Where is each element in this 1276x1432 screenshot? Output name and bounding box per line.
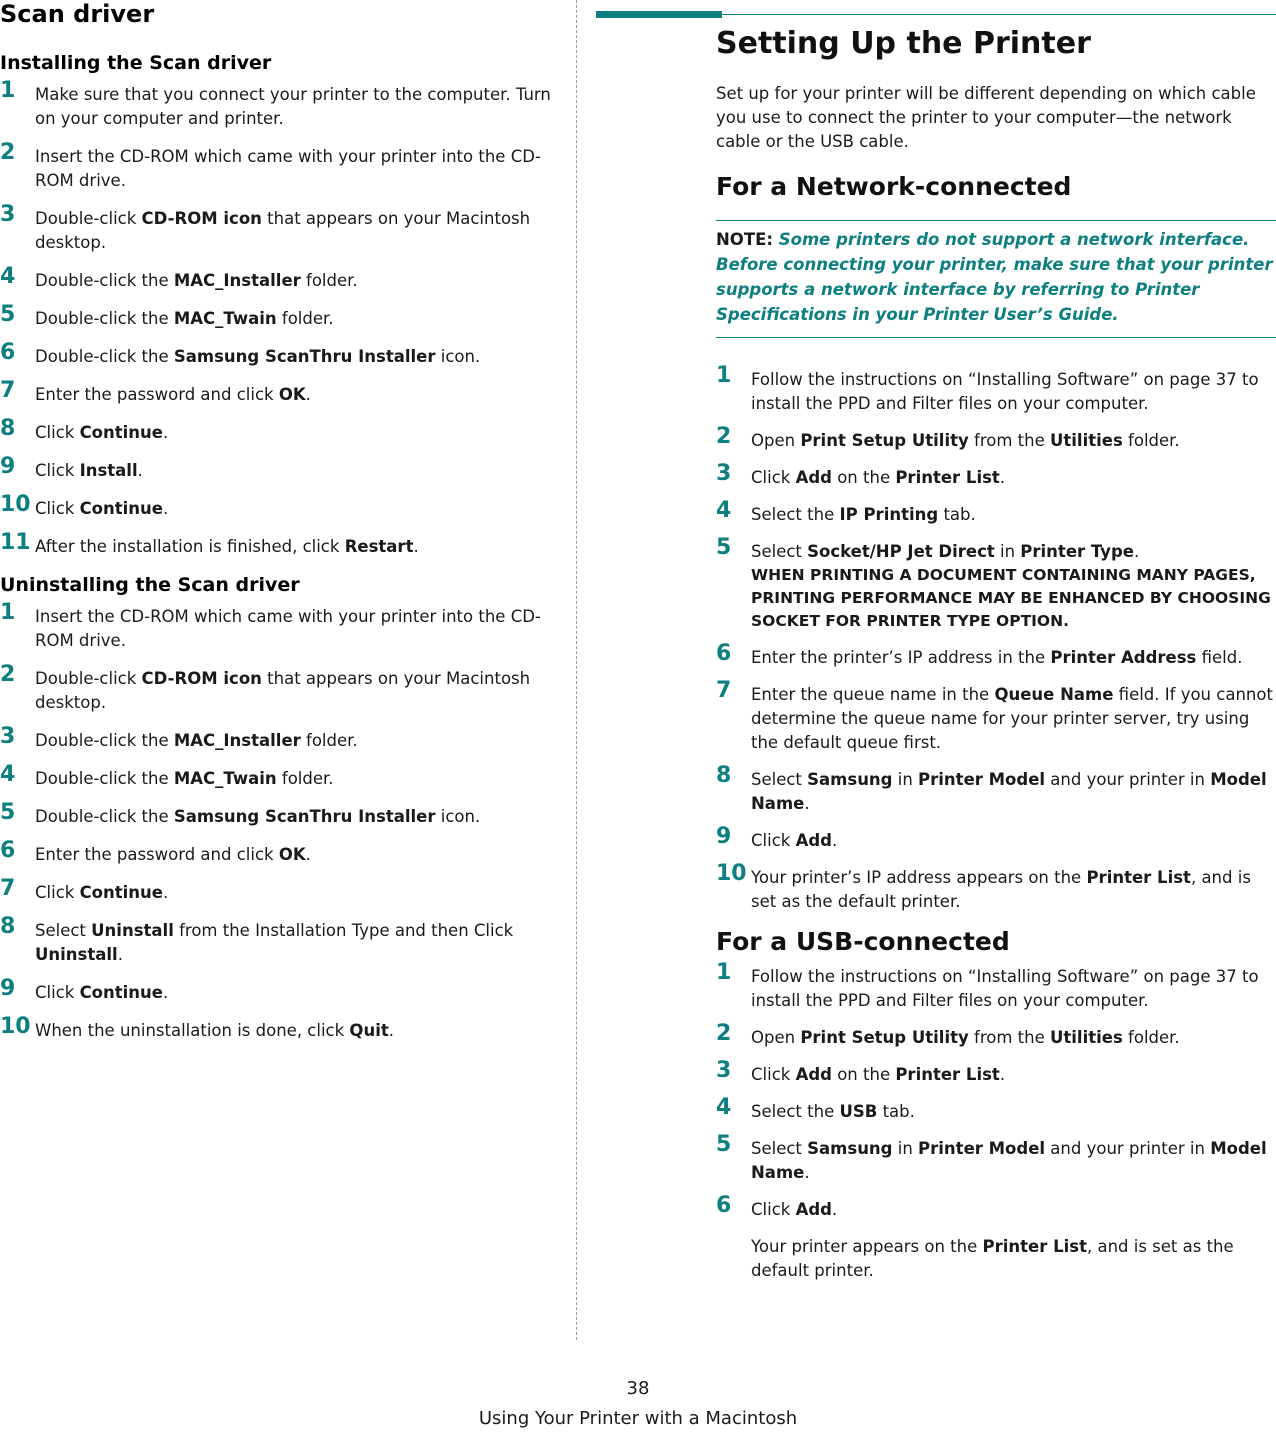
step-text: Enter the printer’s IP address in the Printer Address field. [751, 648, 1243, 667]
bold-term: IP Printing [839, 505, 939, 524]
step-text: After the installation is finished, click Restart. [35, 537, 419, 556]
bold-term: Continue [79, 983, 163, 1002]
step-item [716, 763, 1276, 816]
heading-network-connected: For a Network-connected [716, 172, 1072, 201]
step-item [716, 861, 1276, 914]
bold-term: Samsung [807, 770, 893, 789]
step-item [716, 1058, 1276, 1087]
step-text: Double-click the MAC_Installer folder. [35, 731, 358, 750]
step-number: 7 [0, 378, 16, 403]
step-number: 7 [0, 876, 16, 901]
setup-section [716, 26, 1276, 1283]
step-number: 5 [716, 535, 732, 560]
bold-term: CD-ROM icon [141, 669, 262, 688]
step-item [716, 363, 1276, 416]
step-item [0, 876, 560, 905]
step-text: Select the IP Printing tab. [751, 505, 976, 524]
bold-term: OK [278, 845, 306, 864]
step-item [0, 724, 560, 753]
step-text: Double-click CD-ROM icon that appears on your Macintosh desktop. [35, 209, 531, 252]
bold-term: MAC_Twain [173, 309, 277, 328]
step-number: 2 [0, 140, 16, 165]
footer-caption: Using Your Printer with a Macintosh [478, 1408, 798, 1429]
bold-term: Continue [79, 883, 163, 902]
step-text: Select Uninstall from the Installation Type and then Click Uninstall. [35, 921, 514, 964]
note-text: Some printers do not support a network interface. Before connecting your printer, make sure that your printer supports a network interface by referring to Printer Specifications in your Printer User’s Guide. [716, 230, 1273, 324]
step-number: 6 [0, 838, 16, 863]
step-item [0, 416, 560, 445]
step-item [716, 824, 1276, 853]
step-text: Insert the CD-ROM which came with your printer into the CD-ROM drive. [35, 607, 541, 650]
bold-term: Add [795, 1065, 832, 1084]
step-item [0, 800, 560, 829]
section-accent-rule [722, 14, 1276, 15]
step-item [716, 424, 1276, 453]
step-item [716, 1132, 1276, 1185]
step-item [0, 454, 560, 483]
page-number: 38 [626, 1378, 650, 1399]
install-steps-list [0, 78, 560, 559]
bold-term: MAC_Installer [173, 271, 301, 290]
heading-uninstalling-scan-driver: Uninstalling the Scan driver [0, 574, 300, 596]
column-divider [576, 0, 577, 1340]
step-number: 2 [0, 662, 16, 687]
uninstall-steps-list [0, 600, 560, 1043]
step-item [0, 264, 560, 293]
step-item [716, 461, 1276, 490]
bold-term: Printer List [1086, 868, 1191, 887]
step-item [0, 302, 560, 331]
step-number: 10 [716, 861, 747, 886]
step-number: 6 [0, 340, 16, 365]
step-number: 3 [716, 1058, 732, 1083]
step-item [0, 378, 560, 407]
bold-term: MAC_Installer [173, 731, 301, 750]
bold-term: Samsung ScanThru Installer [173, 347, 436, 366]
step-number: 9 [0, 454, 16, 479]
step-text: Click Continue. [35, 983, 169, 1002]
step-item [0, 838, 560, 867]
step-text: Click Continue. [35, 423, 169, 442]
step-number: 2 [716, 424, 732, 449]
bold-term: Printer List [982, 1237, 1087, 1256]
bold-term: Printer Model [918, 770, 1046, 789]
step-text: Your printer’s IP address appears on the Printer List, and is set as the default printer. [751, 868, 1251, 911]
note-box: NOTE: Some printers do not support a network interface. Before connecting your printer, make sure that your printer supports a network interface by referring to Printer Specifications in your Printer User’s Guide. [716, 220, 1276, 338]
bold-term: Utilities [1049, 431, 1123, 450]
step-number: 8 [0, 416, 16, 441]
bold-term: Continue [79, 499, 163, 518]
bold-term: Uninstall [91, 921, 174, 940]
bold-term: Continue [79, 423, 163, 442]
step-item [0, 492, 560, 521]
usb-closing-note: Your printer appears on the Printer List, and is set as the default printer. [751, 1237, 1234, 1280]
step-text: Enter the queue name in the Queue Name field. If you cannot determine the queue name for your printer server, try using the default queue first. [751, 685, 1273, 752]
step-number: 3 [716, 461, 732, 486]
step-item [716, 641, 1276, 670]
step-number: 5 [0, 302, 16, 327]
step-text: Click Continue. [35, 883, 169, 902]
heading-usb-connected: For a USB-connected [716, 927, 1010, 956]
section-title-setting-up: Setting Up the Printer [716, 26, 1091, 61]
step-text: Double-click the MAC_Twain folder. [35, 769, 334, 788]
step-text: Follow the instructions on “Installing Software” on page 37 to install the PPD and Filter files on your computer. [751, 967, 1259, 1010]
step-number: 6 [716, 1193, 732, 1218]
step-item [0, 140, 560, 193]
bold-term: Model Name [751, 1139, 1267, 1182]
step-number: 9 [0, 976, 16, 1001]
step-text: Open Print Setup Utility from the Utilities folder. [751, 1028, 1180, 1047]
section-accent-bar [596, 11, 722, 18]
bold-term: Printer Address [1050, 648, 1197, 667]
step-text: Click Add on the Printer List. [751, 1065, 1006, 1084]
step-number: 10 [0, 1014, 31, 1039]
usb-steps-list [716, 960, 1276, 1222]
step-text: Click Add. [751, 1200, 838, 1219]
bold-term: Restart [344, 537, 414, 556]
step-number: 3 [0, 202, 16, 227]
bold-term: Uninstall [35, 945, 118, 964]
step-text: When the uninstallation is done, click Quit. [35, 1021, 394, 1040]
step-item [0, 340, 560, 369]
bold-term: Printer List [895, 1065, 1000, 1084]
step-number: 4 [716, 1095, 732, 1120]
step-text: Make sure that you connect your printer to the computer. Turn on your computer and printer. [35, 85, 551, 128]
step-item [0, 914, 560, 967]
step-item [716, 1021, 1276, 1050]
step-number: 6 [716, 641, 732, 666]
step-item [0, 600, 560, 653]
step-number: 3 [0, 724, 16, 749]
bold-term: CD-ROM icon [141, 209, 262, 228]
step-number: 4 [0, 264, 16, 289]
step-text: Enter the password and click OK. [35, 845, 311, 864]
bold-term: USB [839, 1102, 878, 1121]
step-number: 1 [716, 960, 732, 985]
step-text: Open Print Setup Utility from the Utilities folder. [751, 431, 1180, 450]
step-number: 5 [0, 800, 16, 825]
step-number: 2 [716, 1021, 732, 1046]
intro-paragraph: Set up for your printer will be different depending on which cable you use to connect the printer to your computer—the network cable or the USB cable. [716, 84, 1256, 151]
step-text: Select Samsung in Printer Model and your printer in Model Name. [751, 1139, 1267, 1182]
step-item [716, 1095, 1276, 1124]
step-item [716, 535, 1276, 633]
step-text: Click Add. [751, 831, 838, 850]
step-number: 8 [716, 763, 732, 788]
step-text: Select Samsung in Printer Model and your printer in Model Name. [751, 770, 1267, 813]
step-number: 10 [0, 492, 31, 517]
section-title-scan-driver: Scan driver [0, 0, 155, 28]
step-text: Click Continue. [35, 499, 169, 518]
bold-term: Printer Type [1020, 542, 1134, 561]
step-item [0, 662, 560, 715]
step-number: 1 [0, 600, 16, 625]
step-item [0, 202, 560, 255]
step-text: Follow the instructions on “Installing Software” on page 37 to install the PPD and Filter files on your computer. [751, 370, 1259, 413]
bold-term: Model Name [751, 770, 1267, 813]
step-number: 4 [0, 762, 16, 787]
bold-term: Quit [349, 1021, 389, 1040]
step-text: Double-click the Samsung ScanThru Installer icon. [35, 807, 481, 826]
step-item [716, 960, 1276, 1013]
step-caps-note: WHEN PRINTING A DOCUMENT CONTAINING MANY PAGES, PRINTING PERFORMANCE MAY BE ENHANCED BY CHOOSING SOCKET FOR PRINTER TYPE OPTION. [751, 566, 1271, 630]
bold-term: Printer List [895, 468, 1000, 487]
step-number: 5 [716, 1132, 732, 1157]
bold-term: Add [795, 1200, 832, 1219]
bold-term: Add [795, 468, 832, 487]
bold-term: Print Setup Utility [800, 1028, 969, 1047]
step-number: 11 [0, 530, 31, 555]
step-number: 1 [716, 363, 732, 388]
step-number: 1 [0, 78, 16, 103]
step-item [0, 976, 560, 1005]
bold-term: Printer Model [918, 1139, 1046, 1158]
bold-term: Add [795, 831, 832, 850]
bold-term: Socket/HP Jet Direct [807, 542, 995, 561]
step-text: Double-click the MAC_Installer folder. [35, 271, 358, 290]
step-text: Enter the password and click OK. [35, 385, 311, 404]
bold-term: MAC_Twain [173, 769, 277, 788]
step-item [0, 762, 560, 791]
step-item [716, 498, 1276, 527]
note-label: NOTE [716, 230, 767, 249]
step-text: Select the USB tab. [751, 1102, 915, 1121]
step-text: Double-click the MAC_Twain folder. [35, 309, 334, 328]
bold-term: Install [79, 461, 138, 480]
bold-term: Print Setup Utility [800, 431, 969, 450]
step-item [716, 678, 1276, 755]
bold-term: Samsung [807, 1139, 893, 1158]
step-text: Click Add on the Printer List. [751, 468, 1006, 487]
step-text: Click Install. [35, 461, 143, 480]
bold-term: Utilities [1049, 1028, 1123, 1047]
step-item [716, 1193, 1276, 1222]
step-text: Select Socket/HP Jet Direct in Printer Type. [751, 542, 1140, 561]
bold-term: Queue Name [994, 685, 1114, 704]
left-column [0, 0, 560, 1057]
bold-term: Samsung ScanThru Installer [173, 807, 436, 826]
step-item [0, 1014, 560, 1043]
network-steps-list [716, 363, 1276, 914]
step-number: 9 [716, 824, 732, 849]
step-item [0, 78, 560, 131]
step-text: Double-click the Samsung ScanThru Installer icon. [35, 347, 481, 366]
step-number: 4 [716, 498, 732, 523]
step-number: 8 [0, 914, 16, 939]
step-text: Double-click CD-ROM icon that appears on your Macintosh desktop. [35, 669, 531, 712]
step-text: Insert the CD-ROM which came with your printer into the CD-ROM drive. [35, 147, 541, 190]
step-item [0, 530, 560, 559]
bold-term: OK [278, 385, 306, 404]
step-number: 7 [716, 678, 732, 703]
heading-installing-scan-driver: Installing the Scan driver [0, 52, 272, 74]
